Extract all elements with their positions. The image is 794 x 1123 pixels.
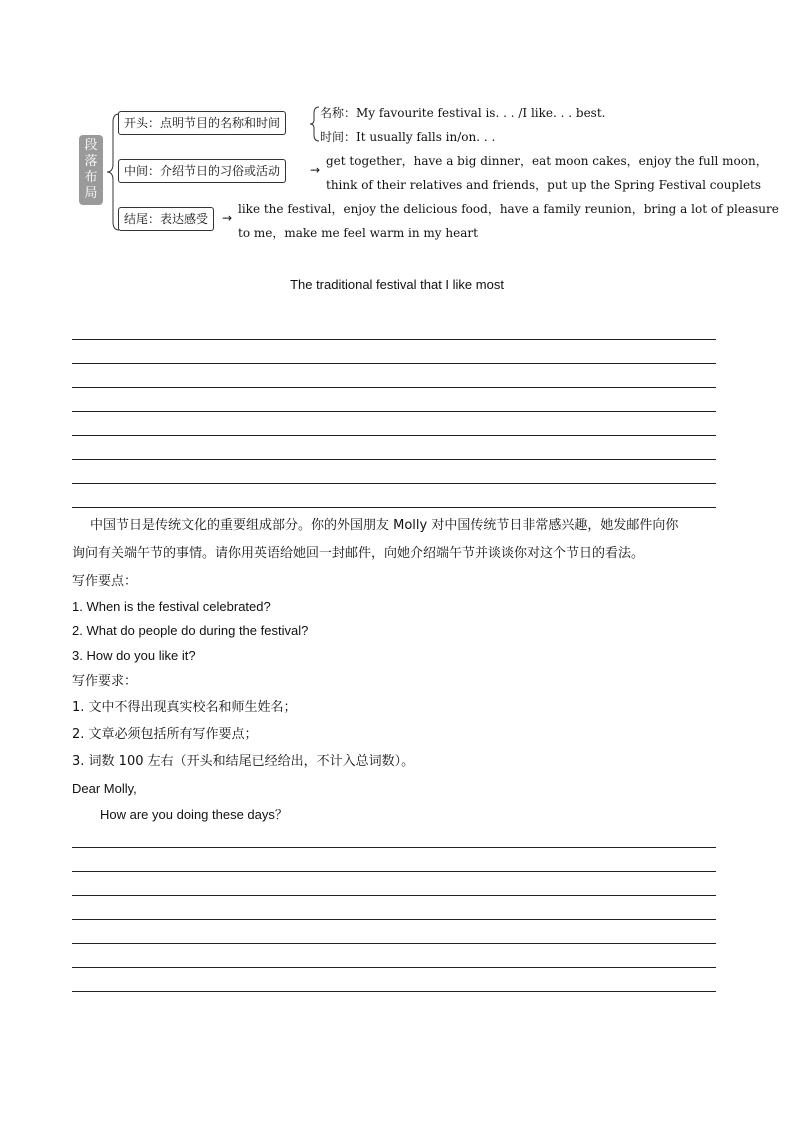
writing-line <box>72 459 716 460</box>
prompt-line-2: 询问有关端午节的事情。请你用英语给她回一封邮件，向她介绍端午节并谈谈你对这个节日的看法。 <box>72 546 645 561</box>
writing-line <box>72 919 716 920</box>
writing-line <box>72 411 716 412</box>
writing-line <box>72 507 716 508</box>
side-label-char: 局 <box>84 186 98 201</box>
middle-arrow-icon: → <box>310 163 321 177</box>
writing-line <box>72 895 716 896</box>
side-label-char: 段 <box>84 138 98 153</box>
writing-line <box>72 483 716 484</box>
point-item: 1. When is the festival celebrated? <box>72 599 271 614</box>
middle-line-2: think of their relatives and friends，put up the Spring Festival couplets <box>326 178 762 192</box>
point-item: 3. How do you like it? <box>72 648 196 663</box>
essay-title: The traditional festival that I like most <box>290 277 504 292</box>
requirement-item: 3. 词数 100 左右（开头和结尾已经给出，不计入总词数）。 <box>72 754 415 769</box>
side-label-char: 落 <box>84 154 98 169</box>
side-label-char: 布 <box>84 170 98 185</box>
opening-name-line: 名称：My favourite festival is. . . /I like. . . best. <box>320 106 606 120</box>
requirement-item: 2. 文章必须包括所有写作要点； <box>72 727 258 742</box>
middle-line-1: get together，have a big dinner，eat moon cakes，enjoy the full moon， <box>326 154 768 168</box>
section-layout-label <box>79 135 103 205</box>
writing-line <box>72 847 716 848</box>
middle-box: 中间：介绍节日的习俗或活动 <box>118 159 286 183</box>
salutation: Dear Molly, <box>72 781 137 796</box>
requirement-item: 1. 文中不得出现真实校名和师生姓名； <box>72 700 297 715</box>
writing-line <box>72 435 716 436</box>
writing-line <box>72 387 716 388</box>
writing-line <box>72 363 716 364</box>
ending-box: 结尾：表达感受 <box>118 207 214 231</box>
prompt-line-1: 中国节日是传统文化的重要组成部分。你的外国朋友 Molly 对中国传统节日非常感兴趣，她发邮件向你 <box>90 518 679 533</box>
ending-arrow-icon: → <box>222 211 233 225</box>
ending-line-1: like the festival，enjoy the delicious food，have a family reunion，bring a lot of pleasure <box>238 202 779 216</box>
writing-line <box>72 967 716 968</box>
writing-line <box>72 871 716 872</box>
opening-brace <box>307 104 321 144</box>
writing-line <box>72 339 716 340</box>
opening-time-line: 时间：It usually falls in/on. . . <box>320 130 496 144</box>
ending-line-2: to me，make me feel warm in my heart <box>238 226 478 240</box>
points-heading: 写作要点： <box>72 574 138 589</box>
opening-box: 开头：点明节目的名称和时间 <box>118 111 286 135</box>
writing-line <box>72 991 716 992</box>
requirements-heading: 写作要求： <box>72 674 138 689</box>
writing-line <box>72 943 716 944</box>
opening-sentence: How are you doing these days？ <box>100 807 288 822</box>
point-item: 2. What do people do during the festival? <box>72 623 309 638</box>
